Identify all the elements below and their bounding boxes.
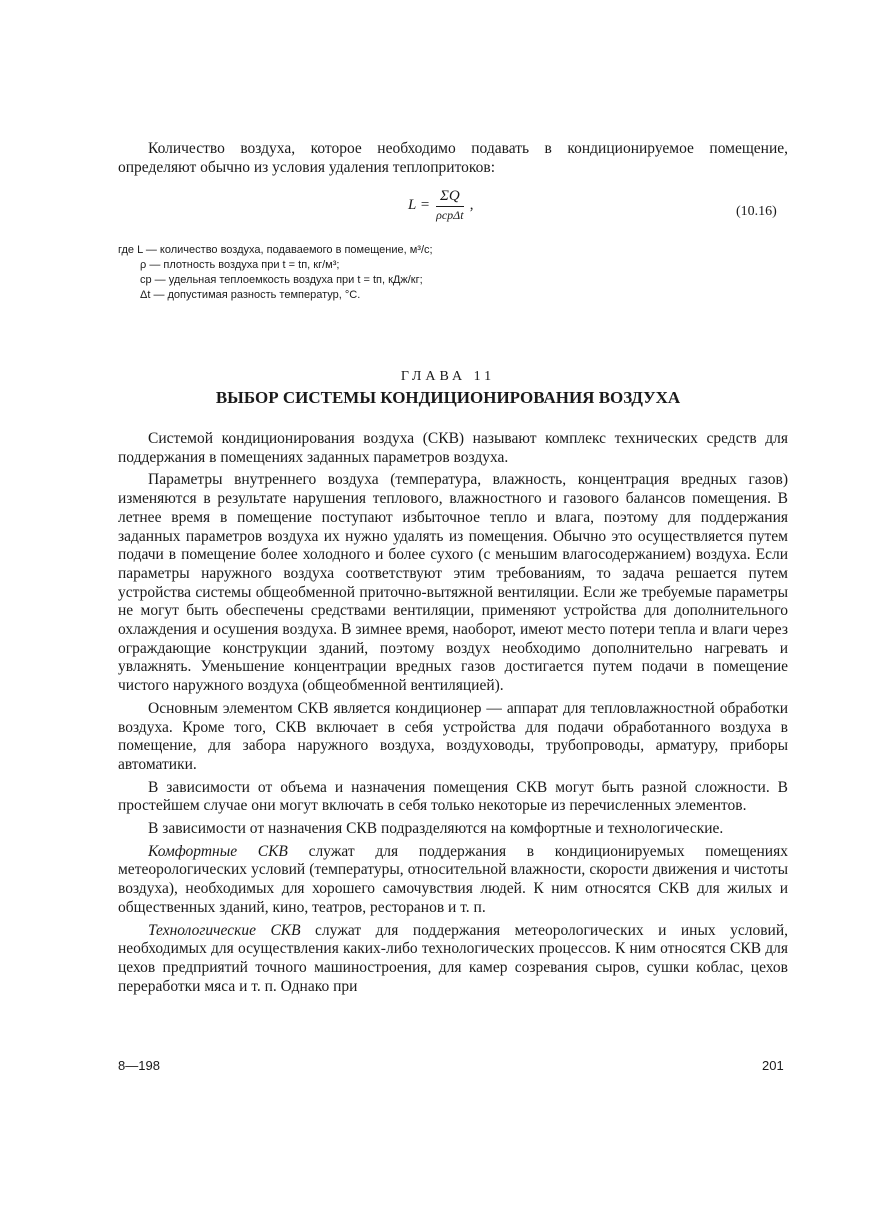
paragraph-text: служат для поддержания метеорологических и иных условий, необходимых для осуществления каких-либо технологических процессов. К ним относятся СКВ для цехов предприятий точного машиностроения, для камер созревания сыров, сушки коблас, цехов переработки мяса и т. п. Однако при — [118, 921, 788, 995]
intro-paragraph: Количество воздуха, которое необходимо подавать в кондиционируемое помещение, определяют обычно из условия удаления теплопритоков: — [118, 140, 788, 176]
paragraph: Системой кондиционирования воздуха (СКВ) называют комплекс технических средств для поддержания в помещениях заданных параметров воздуха. — [118, 430, 788, 466]
formula-lhs: L = — [408, 197, 430, 213]
equation-number: (10.16) — [736, 204, 777, 219]
term-technological-skv: Технологические СКВ — [148, 921, 301, 939]
formula-10-16 — [408, 188, 473, 223]
formula-tail: , — [469, 197, 474, 213]
chapter-body — [118, 430, 788, 1000]
formula-denominator: ρcpΔt — [436, 208, 464, 222]
paragraph: В зависимости от назначения СКВ подразделяются на комфортные и технологические. — [148, 820, 724, 838]
page-number: 201 — [762, 1058, 784, 1073]
paragraph: Параметры внутреннего воздуха (температура, влажность, концентрация вредных газов) изменяются в результате нарушения теплового, влажностного и газового балансов помещения. В летнее время в помещение поступают избыточное тепло и влага, поэтому для поддержания заданных параметров воздуха их нужно удалять из помещения. Обычно это осуществляется путем подачи в помещение более холодного и более сухого (с меньшим влагосодержанием) воздуха. Если параметры наружного воздуха соответствуют этим требованиям, то задача решается путем устройства системы общеобменной приточно-вытяжной вентиляции. Если же требуемые параметры не могут быть обеспечены средствами вентиляции, применяют устройства для дополнительного охлаждения и осушения воздуха. В зимнее время, наоборот, имеют место потери тепла и влаги через ограждающие конструкции зданий, поэтому воздух необходимо дополнительно нагревать и увлажнять. Уменьшение концентрации вредных газов достигается путем подачи в помещение чистого наружного воздуха (общеобменной вентиляцией). — [118, 471, 788, 695]
formula-fraction — [436, 188, 464, 223]
paragraph — [118, 922, 788, 997]
legend-row: Δt — допустимая разность температур, °С. — [140, 289, 361, 301]
variable-legend — [118, 243, 678, 303]
formula-numerator: ΣQ — [436, 188, 464, 207]
legend-row: ρ — плотность воздуха при t = tп, кг/м³; — [140, 259, 340, 271]
paragraph: В зависимости от объема и назначения помещения СКВ могут быть разной сложности. В простейшем случае они могут включать в себя только некоторые из перечисленных элементов. — [118, 778, 788, 815]
paragraph-text: служат для поддержания в кондиционируемых помещениях метеорологических условий (температуры, относительной влажности, скорости движения и чистоты воздуха), необходимых для хорошего самочувствия людей. К ним относятся СКВ для жилых и общественных зданий, кино, театров, ресторанов и т. п. — [118, 842, 788, 916]
chapter-title: ВЫБОР СИСТЕМЫ КОНДИЦИОНИРОВАНИЯ ВОЗДУХА — [215, 388, 681, 407]
legend-row: cр — удельная теплоемкость воздуха при t = tп, кДж/кг; — [140, 274, 423, 286]
term-comfort-skv: Комфортные СКВ — [148, 842, 288, 860]
legend-row: где L — количество воздуха, подаваемого в помещение, м³/с; — [118, 244, 433, 256]
paragraph: Основным элементом СКВ является кондиционер — аппарат для тепловлажностной обработки воздуха. Кроме того, СКВ включает в себя устройства для подачи обработанного воздуха в помещение, для забора наружного воздуха, воздуховоды, трубопроводы, арматуру, приборы автоматики. — [118, 699, 788, 773]
paragraph — [118, 843, 788, 918]
chapter-label: ГЛАВА 11 — [400, 369, 496, 384]
signature-mark: 8—198 — [118, 1058, 160, 1073]
